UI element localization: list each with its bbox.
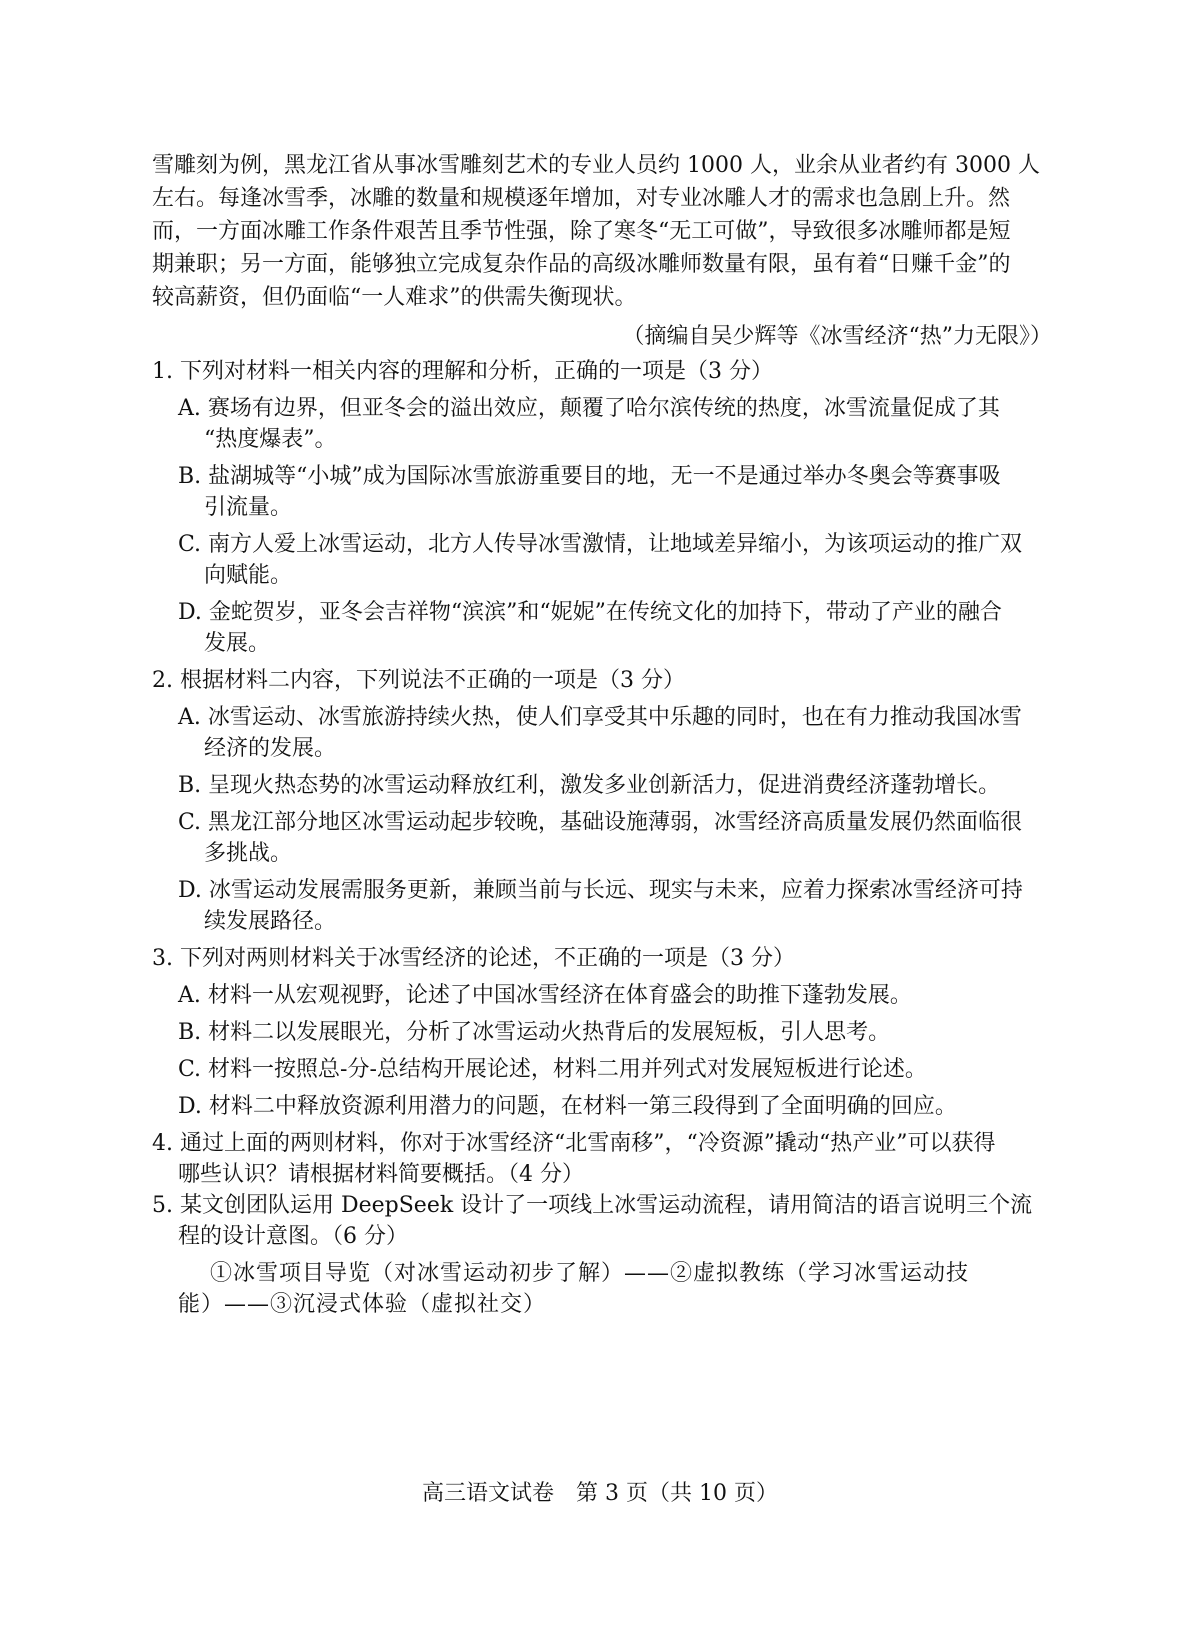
option-text: B. 盐湖城等“小城”成为国际冰雪旅游重要目的地，无一不是通过举办冬奥会等赛事吸 (178, 464, 1001, 489)
option-text: C. 南方人爱上冰雪运动，北方人传导冰雪激情，让地域差异缩小，为该项运动的推广双 (178, 532, 1023, 557)
option-text: B. 呈现火热态势的冰雪运动释放红利，激发多业创新活力，促进消费经济蓬勃增长。 (178, 773, 1001, 798)
flow-line: 能）——③沉浸式体验（虚拟社交） (178, 1292, 547, 1317)
option-text-cont: 多挑战。 (204, 841, 293, 866)
passage-line: 期兼职；另一方面，能够独立完成复杂作品的高级冰雕师数量有限，虽有着“日赚千金”的 (152, 252, 1011, 277)
passage-line: 而，一方面冰雕工作条件艰苦且季节性强，除了寒冬“无工可做”，导致很多冰雕师都是短 (152, 219, 1011, 244)
option-c[interactable] (152, 807, 1052, 869)
option-d[interactable] (152, 875, 1052, 937)
option-text: D. 冰雪运动发展需服务更新，兼顾当前与长远、现实与未来，应着力探索冰雪经济可持 (178, 878, 1023, 903)
option-text-cont: 续发展路径。 (204, 909, 337, 934)
question-stem: 5. 某文创团队运用 DeepSeek 设计了一项线上冰雪运动流程，请用简洁的语言说明三个流 (152, 1193, 1033, 1218)
question-stem-cont: 哪些认识？请根据材料简要概括。（4 分） (178, 1162, 584, 1187)
option-text: D. 材料二中释放资源利用潜力的问题，在材料一第三段得到了全面明确的回应。 (178, 1094, 957, 1119)
option-a[interactable] (152, 393, 1052, 455)
option-text-cont: 发展。 (204, 631, 271, 656)
question-2 (152, 665, 1052, 937)
passage (152, 150, 1052, 352)
page-footer: 高三语文试卷 第 3 页（共 10 页） (422, 1481, 778, 1506)
flow-line: ①冰雪项目导览（对冰雪运动初步了解）——②虚拟教练（学习冰雪运动技 (210, 1261, 970, 1286)
question-stem-cont: 程的设计意图。（6 分） (178, 1224, 408, 1249)
question-stem: 1. 下列对材料一相关内容的理解和分析，正确的一项是（3 分） (152, 359, 773, 384)
option-a[interactable] (152, 702, 1052, 764)
passage-line: 雪雕刻为例，黑龙江省从事冰雪雕刻艺术的专业人员约 1000 人，业余从业者约有 3000 人 (152, 153, 1040, 178)
option-text: D. 金蛇贺岁，亚冬会吉祥物“滨滨”和“妮妮”在传统文化的加持下，带动了产业的融合 (178, 600, 1002, 625)
option-text: A. 冰雪运动、冰雪旅游持续火热，使人们享受其中乐趣的同时，也在有力推动我国冰雪 (178, 705, 1022, 730)
option-text: A. 赛场有边界，但亚冬会的溢出效应，颠覆了哈尔滨传统的热度，冰雪流量促成了其 (178, 396, 1000, 421)
question-3 (152, 943, 1052, 1122)
question-4 (152, 1128, 1052, 1190)
option-text-cont: 向赋能。 (204, 563, 293, 588)
page-content (152, 150, 1052, 1326)
option-c[interactable] (152, 1054, 1052, 1085)
option-b[interactable] (152, 770, 1052, 801)
passage-source: （摘编自吴少辉等《冰雪经济“热”力无限》） (622, 324, 1052, 349)
question-5 (152, 1190, 1052, 1320)
option-text: C. 材料一按照总-分-总结构开展论述，材料二用并列式对发展短板进行论述。 (178, 1057, 927, 1082)
option-c[interactable] (152, 529, 1052, 591)
option-a[interactable] (152, 980, 1052, 1011)
question-stem: 3. 下列对两则材料关于冰雪经济的论述，不正确的一项是（3 分） (152, 946, 795, 971)
option-b[interactable] (152, 461, 1052, 523)
option-d[interactable] (152, 597, 1052, 659)
question-1 (152, 356, 1052, 659)
option-text: C. 黑龙江部分地区冰雪运动起步较晚，基础设施薄弱，冰雪经济高质量发展仍然面临很 (178, 810, 1023, 835)
option-text-cont: 引流量。 (204, 495, 293, 520)
option-b[interactable] (152, 1017, 1052, 1048)
option-text: B. 材料二以发展眼光，分析了冰雪运动火热背后的发展短板，引人思考。 (178, 1020, 891, 1045)
passage-line: 左右。每逢冰雪季，冰雕的数量和规模逐年增加，对专业冰雕人才的需求也急剧上升。然 (152, 186, 1011, 211)
question-stem: 4. 通过上面的两则材料，你对于冰雪经济“北雪南移”，“冷资源”撬动“热产业”可以获得 (152, 1131, 996, 1156)
option-text-cont: “热度爆表”。 (204, 427, 337, 452)
question-stem: 2. 根据材料二内容，下列说法不正确的一项是（3 分） (152, 668, 685, 693)
flow-description (152, 1258, 1052, 1320)
option-text-cont: 经济的发展。 (204, 736, 337, 761)
option-text: A. 材料一从宏观视野，论述了中国冰雪经济在体育盛会的助推下蓬勃发展。 (178, 983, 912, 1008)
passage-line: 较高薪资，但仍面临“一人难求”的供需失衡现状。 (152, 285, 637, 310)
option-d[interactable] (152, 1091, 1052, 1122)
